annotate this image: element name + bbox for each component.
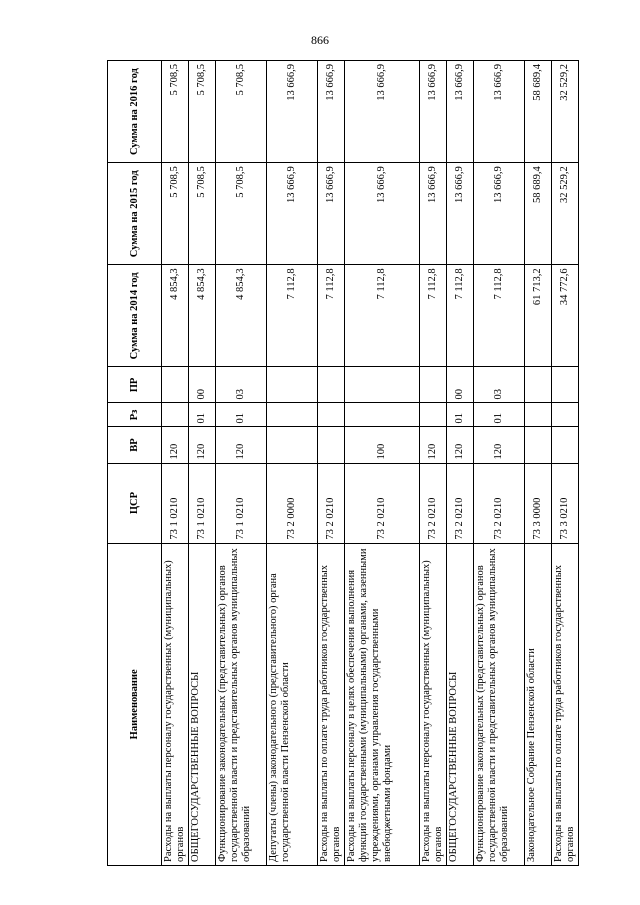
cell-pr bbox=[525, 367, 552, 403]
cell-csr: 73 1 0210 bbox=[216, 463, 267, 543]
header-sum-2014: Сумма на 2014 год bbox=[108, 265, 162, 367]
cell-pr: 03 bbox=[216, 367, 267, 403]
cell-sum-2014: 7 112,8 bbox=[267, 265, 318, 367]
cell-sum-2015: 5 708,5 bbox=[189, 163, 216, 265]
cell-vr: 120 bbox=[189, 427, 216, 463]
cell-rz bbox=[420, 403, 447, 427]
cell-sum-2016: 13 666,9 bbox=[474, 61, 525, 163]
cell-name: ОБЩЕГОСУДАРСТВЕННЫЕ ВОПРОСЫ bbox=[447, 543, 474, 865]
cell-csr: 73 2 0210 bbox=[420, 463, 447, 543]
header-csr: ЦСР bbox=[108, 463, 162, 543]
cell-vr bbox=[267, 427, 318, 463]
cell-name: Расходы на выплаты персоналу в целях обеспечения выполнения функций государственными (муниципальными) органами, казенными учреждениями, органами управления государственными внебюджетными фондами bbox=[345, 543, 420, 865]
cell-csr: 73 2 0000 bbox=[267, 463, 318, 543]
table-row bbox=[318, 61, 345, 866]
table-row bbox=[216, 61, 267, 866]
table-row bbox=[267, 61, 318, 866]
cell-sum-2015: 13 666,9 bbox=[474, 163, 525, 265]
cell-sum-2014: 7 112,8 bbox=[447, 265, 474, 367]
cell-sum-2014: 7 112,8 bbox=[474, 265, 525, 367]
budget-table bbox=[107, 60, 579, 866]
header-row bbox=[108, 61, 162, 866]
cell-vr: 120 bbox=[420, 427, 447, 463]
header-rz: Рз bbox=[108, 403, 162, 427]
cell-sum-2016: 13 666,9 bbox=[267, 61, 318, 163]
cell-pr bbox=[267, 367, 318, 403]
cell-sum-2015: 13 666,9 bbox=[447, 163, 474, 265]
cell-rz bbox=[318, 403, 345, 427]
cell-sum-2016: 58 689,4 bbox=[525, 61, 552, 163]
cell-sum-2016: 13 666,9 bbox=[447, 61, 474, 163]
cell-name: Расходы на выплаты по оплате труда работников государственных органов bbox=[318, 543, 345, 865]
table-row bbox=[189, 61, 216, 866]
cell-vr bbox=[525, 427, 552, 463]
cell-vr bbox=[552, 427, 579, 463]
cell-name: Расходы на выплаты персоналу государственных (муниципальных) органов bbox=[162, 543, 189, 865]
cell-name: Депутаты (члены) законодательного (представительного) органа государственной власти Пензенской области bbox=[267, 543, 318, 865]
cell-pr: 00 bbox=[189, 367, 216, 403]
cell-rz: 01 bbox=[447, 403, 474, 427]
cell-sum-2016: 32 529,2 bbox=[552, 61, 579, 163]
cell-vr: 100 bbox=[345, 427, 420, 463]
cell-pr bbox=[552, 367, 579, 403]
cell-name: Законодательное Собрание Пензенской области bbox=[525, 543, 552, 865]
cell-name: ОБЩЕГОСУДАРСТВЕННЫЕ ВОПРОСЫ bbox=[189, 543, 216, 865]
cell-csr: 73 3 0210 bbox=[552, 463, 579, 543]
cell-rz bbox=[162, 403, 189, 427]
cell-sum-2014: 4 854,3 bbox=[216, 265, 267, 367]
cell-vr: 120 bbox=[216, 427, 267, 463]
cell-sum-2016: 5 708,5 bbox=[216, 61, 267, 163]
cell-pr bbox=[420, 367, 447, 403]
cell-csr: 73 2 0210 bbox=[447, 463, 474, 543]
cell-sum-2016: 13 666,9 bbox=[318, 61, 345, 163]
cell-pr bbox=[162, 367, 189, 403]
cell-csr: 73 1 0210 bbox=[189, 463, 216, 543]
cell-sum-2015: 13 666,9 bbox=[420, 163, 447, 265]
cell-name: Расходы на выплаты по оплате труда работников государственных органов bbox=[552, 543, 579, 865]
cell-sum-2015: 5 708,5 bbox=[162, 163, 189, 265]
cell-vr: 120 bbox=[474, 427, 525, 463]
cell-vr: 120 bbox=[162, 427, 189, 463]
header-pr: ПР bbox=[108, 367, 162, 403]
cell-sum-2015: 13 666,9 bbox=[318, 163, 345, 265]
page-number: 866 bbox=[311, 33, 329, 47]
cell-pr bbox=[318, 367, 345, 403]
cell-sum-2016: 5 708,5 bbox=[162, 61, 189, 163]
cell-pr: 00 bbox=[447, 367, 474, 403]
cell-csr: 73 2 0210 bbox=[318, 463, 345, 543]
table-row bbox=[474, 61, 525, 866]
cell-rz bbox=[267, 403, 318, 427]
header-name: Наименование bbox=[108, 543, 162, 865]
cell-sum-2016: 13 666,9 bbox=[345, 61, 420, 163]
cell-sum-2014: 34 772,6 bbox=[552, 265, 579, 367]
cell-sum-2014: 61 713,2 bbox=[525, 265, 552, 367]
table-row bbox=[345, 61, 420, 866]
table-header bbox=[108, 61, 162, 866]
cell-sum-2016: 5 708,5 bbox=[189, 61, 216, 163]
cell-rz: 01 bbox=[474, 403, 525, 427]
table-row bbox=[525, 61, 552, 866]
table-row bbox=[447, 61, 474, 866]
cell-sum-2015: 32 529,2 bbox=[552, 163, 579, 265]
cell-vr: 120 bbox=[447, 427, 474, 463]
rotated-table-container bbox=[107, 60, 576, 866]
cell-sum-2015: 13 666,9 bbox=[267, 163, 318, 265]
cell-csr: 73 1 0210 bbox=[162, 463, 189, 543]
cell-sum-2014: 7 112,8 bbox=[345, 265, 420, 367]
cell-sum-2014: 4 854,3 bbox=[162, 265, 189, 367]
cell-csr: 73 2 0210 bbox=[345, 463, 420, 543]
cell-sum-2014: 7 112,8 bbox=[318, 265, 345, 367]
cell-rz bbox=[552, 403, 579, 427]
cell-name: Функционирование законодательных (представительных) органов государственной власти и представительных органов муниципальных образований bbox=[216, 543, 267, 865]
cell-name: Расходы на выплаты персоналу государственных (муниципальных) органов bbox=[420, 543, 447, 865]
cell-rz: 01 bbox=[216, 403, 267, 427]
cell-name: Функционирование законодательных (представительных) органов государственной власти и представительных органов муниципальных образований bbox=[474, 543, 525, 865]
cell-rz bbox=[345, 403, 420, 427]
table-body bbox=[162, 61, 579, 866]
cell-pr bbox=[345, 367, 420, 403]
table-row bbox=[552, 61, 579, 866]
header-sum-2016: Сумма на 2016 год bbox=[108, 61, 162, 163]
cell-csr: 73 3 0000 bbox=[525, 463, 552, 543]
cell-sum-2016: 13 666,9 bbox=[420, 61, 447, 163]
cell-rz: 01 bbox=[189, 403, 216, 427]
header-sum-2015: Сумма на 2015 год bbox=[108, 163, 162, 265]
cell-sum-2014: 7 112,8 bbox=[420, 265, 447, 367]
table-row bbox=[162, 61, 189, 866]
header-vr: ВР bbox=[108, 427, 162, 463]
cell-sum-2014: 4 854,3 bbox=[189, 265, 216, 367]
cell-sum-2015: 5 708,5 bbox=[216, 163, 267, 265]
cell-vr bbox=[318, 427, 345, 463]
table-row bbox=[420, 61, 447, 866]
cell-csr: 73 2 0210 bbox=[474, 463, 525, 543]
cell-sum-2015: 13 666,9 bbox=[345, 163, 420, 265]
cell-pr: 03 bbox=[474, 367, 525, 403]
cell-rz bbox=[525, 403, 552, 427]
cell-sum-2015: 58 689,4 bbox=[525, 163, 552, 265]
